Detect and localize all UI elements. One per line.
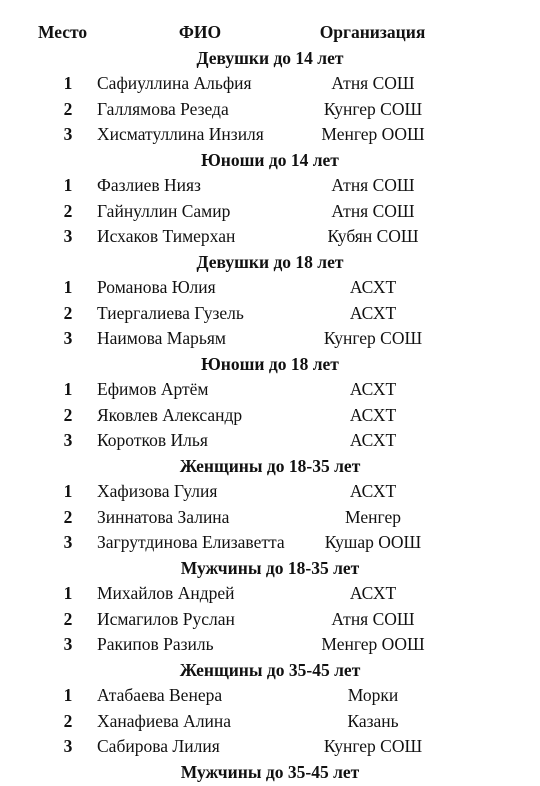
category-title: Девушки до 14 лет [196,48,344,68]
row-organization: Атня СОШ [331,73,415,93]
header-organization: Организация [319,22,426,42]
row-name: Сабирова Лилия [97,736,220,756]
row-name: Наимова Марьям [97,328,226,348]
category-heading [0,454,500,480]
table-row [0,683,500,709]
row-place: 1 [63,379,73,399]
row-place: 1 [63,175,73,195]
category-title: Женщины до 18-35 лет [179,456,361,476]
row-organization: Менгер ООШ [321,634,425,654]
header-name: ФИО [178,22,222,42]
row-name: Исхаков Тимерхан [97,226,236,246]
row-place: 2 [63,507,73,527]
table-row [0,224,500,250]
row-place: 2 [63,405,73,425]
table-row [0,301,500,327]
row-name: Исмагилов Руслан [97,609,235,629]
row-place: 1 [63,481,73,501]
table-row [0,479,500,505]
table-row [0,709,500,735]
row-place: 2 [63,303,73,323]
category-heading [0,148,500,174]
header-place: Место [38,22,88,42]
row-organization: АСХТ [349,379,397,399]
row-place: 3 [63,124,73,144]
table-row [0,122,500,148]
category-title: Юноши до 18 лет [201,354,339,374]
category-title: Девушки до 18 лет [196,252,344,272]
row-organization: Кунгер СОШ [323,328,423,348]
table-row [0,505,500,531]
row-organization: Казань [347,711,399,731]
row-name: Ракипов Разиль [97,634,214,654]
row-place: 2 [63,99,73,119]
category-heading [0,658,500,684]
row-organization: АСХТ [349,583,397,603]
row-place: 3 [63,226,73,246]
row-place: 3 [63,532,73,552]
row-name: Ефимов Артём [97,379,209,399]
row-organization: АСХТ [349,405,397,425]
table-header [0,20,500,46]
row-place: 1 [63,583,73,603]
row-name: Хисматуллина Инзиля [97,124,264,144]
category-title: Юноши до 14 лет [201,150,339,170]
row-name: Зиннатова Залина [97,507,230,527]
row-organization: Кушар ООШ [324,532,422,552]
row-name: Гайнуллин Самир [97,201,231,221]
table-row [0,97,500,123]
category-title: Женщины до 35-45 лет [179,660,361,680]
row-place: 3 [63,328,73,348]
row-organization: Атня СОШ [331,201,415,221]
row-organization: АСХТ [349,303,397,323]
row-name: Яковлев Александр [97,405,243,425]
row-place: 2 [63,711,73,731]
row-organization: Кубян СОШ [327,226,419,246]
table-row [0,734,500,760]
row-place: 3 [63,430,73,450]
table-row [0,530,500,556]
row-organization: Атня СОШ [331,175,415,195]
category-heading [0,46,500,72]
row-name: Атабаева Венера [97,685,223,705]
row-organization: Атня СОШ [331,609,415,629]
category-heading [0,352,500,378]
table-row [0,581,500,607]
category-heading [0,760,500,786]
category-title: Мужчины до 35-45 лет [180,762,360,782]
row-organization: Кунгер СОШ [323,736,423,756]
row-organization: Морки [347,685,399,705]
category-heading [0,250,500,276]
row-organization: Менгер ООШ [321,124,425,144]
table-row [0,71,500,97]
table-row [0,403,500,429]
row-name: Галлямова Резеда [97,99,229,119]
row-name: Сафиуллина Альфия [97,73,252,93]
row-place: 3 [63,634,73,654]
category-title: Мужчины до 18-35 лет [180,558,360,578]
row-name: Михайлов Андрей [97,583,235,603]
table-row [0,275,500,301]
row-place: 2 [63,201,73,221]
row-place: 2 [63,609,73,629]
row-organization: АСХТ [349,430,397,450]
row-name: Тиергалиева Гузель [97,303,244,323]
table-row [0,607,500,633]
row-place: 1 [63,685,73,705]
row-place: 1 [63,73,73,93]
table-row [0,326,500,352]
row-organization: АСХТ [349,481,397,501]
row-name: Загрутдинова Елизаветта [97,532,285,552]
row-name: Коротков Илья [97,430,208,450]
table-row [0,428,500,454]
row-name: Фазлиев Нияз [97,175,201,195]
category-heading [0,556,500,582]
row-name: Романова Юлия [97,277,216,297]
table-row [0,632,500,658]
table-row [0,199,500,225]
table-row [0,173,500,199]
row-place: 1 [63,277,73,297]
row-organization: Менгер [345,507,401,527]
row-place: 3 [63,736,73,756]
row-name: Хафизова Гулия [97,481,218,501]
row-name: Ханафиева Алина [97,711,232,731]
row-organization: Кунгер СОШ [323,99,423,119]
row-organization: АСХТ [349,277,397,297]
table-row [0,377,500,403]
